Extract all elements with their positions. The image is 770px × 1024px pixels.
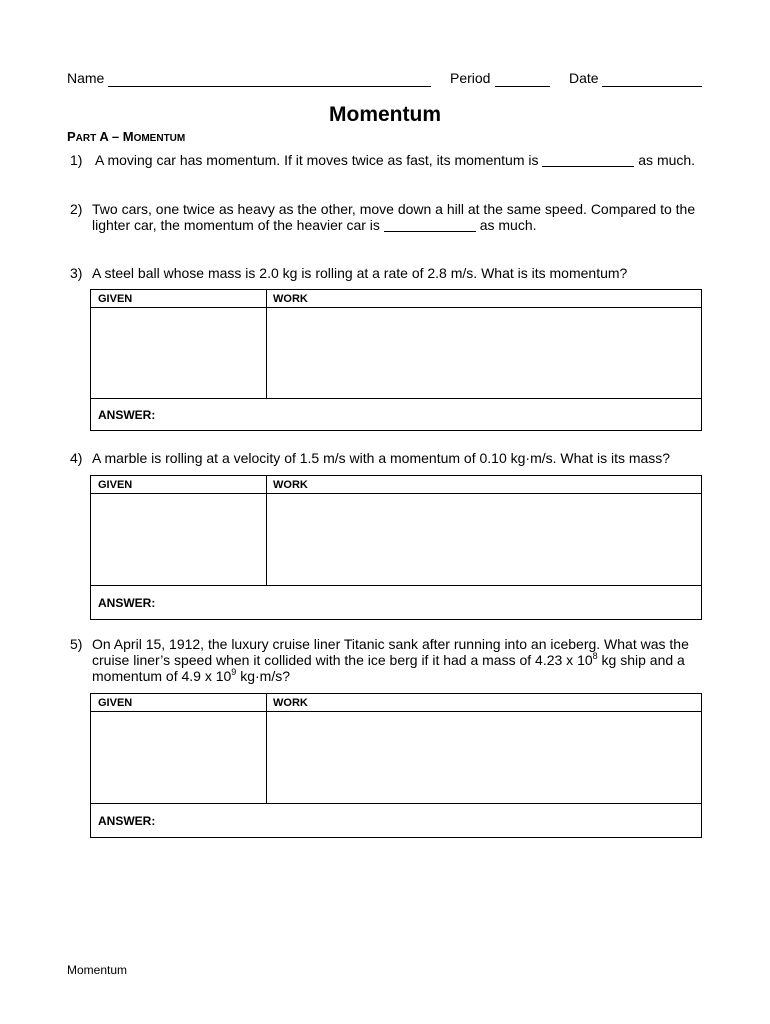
question-text-line2: lighter car, the momentum of the heavier car is bbox=[92, 217, 380, 233]
work-label: WORK bbox=[273, 293, 308, 305]
answer-label: ANSWER: bbox=[98, 596, 156, 610]
work-label: WORK bbox=[273, 697, 308, 709]
answer-blank[interactable] bbox=[542, 153, 634, 167]
section-heading bbox=[67, 129, 185, 144]
section-part-rest: ART bbox=[75, 133, 97, 144]
answer-blank[interactable] bbox=[384, 218, 476, 232]
question-number: 1) bbox=[70, 152, 83, 168]
section-part-letter: A – bbox=[96, 129, 123, 144]
work-box-5 bbox=[90, 693, 702, 838]
work-area[interactable] bbox=[267, 712, 701, 803]
period-field[interactable] bbox=[495, 72, 550, 87]
question-4 bbox=[70, 450, 710, 468]
work-area[interactable] bbox=[267, 494, 701, 585]
exponent: 9 bbox=[231, 667, 237, 677]
question-text: A marble is rolling at a velocity of 1.5 m/s with a momentum of 0.10 kg·m/s. What is its mass? bbox=[92, 450, 671, 466]
page-footer: Momentum bbox=[67, 963, 128, 977]
given-area[interactable] bbox=[91, 308, 266, 398]
question-1 bbox=[70, 152, 710, 170]
answer-label: ANSWER: bbox=[98, 408, 156, 422]
question-text: On April 15, 1912, the luxury cruise liner Titanic sank after running into an iceberg. What was the bbox=[92, 636, 689, 652]
work-area[interactable] bbox=[267, 308, 701, 398]
answer-label: ANSWER: bbox=[98, 814, 156, 828]
question-text-line2-end: kg ship and a bbox=[597, 652, 685, 668]
question-number: 5) bbox=[70, 636, 83, 652]
question-number: 2) bbox=[70, 201, 83, 217]
question-number: 4) bbox=[70, 450, 83, 466]
given-label: GIVEN bbox=[98, 293, 133, 305]
question-5 bbox=[70, 636, 710, 688]
question-2 bbox=[70, 201, 710, 237]
work-box-4 bbox=[90, 475, 702, 620]
section-topic-first: M bbox=[122, 129, 134, 144]
work-box-3 bbox=[90, 289, 702, 431]
question-text-line3-end: kg·m/s? bbox=[236, 668, 290, 684]
period-label: Period bbox=[450, 70, 491, 86]
question-text: Two cars, one twice as heavy as the other, move down a hill at the same speed. Compared to the bbox=[92, 201, 696, 217]
given-area[interactable] bbox=[91, 494, 266, 585]
given-area[interactable] bbox=[91, 712, 266, 803]
question-text: A steel ball whose mass is 2.0 kg is rolling at a rate of 2.8 m/s. What is its momentum? bbox=[92, 265, 628, 281]
question-3 bbox=[70, 265, 710, 283]
question-text-line3: momentum of 4.9 x 10 bbox=[92, 668, 232, 684]
name-label: Name bbox=[67, 70, 105, 86]
date-field[interactable] bbox=[602, 72, 702, 87]
question-text: A moving car has momentum. If it moves twice as fast, its momentum is bbox=[95, 152, 539, 168]
given-label: GIVEN bbox=[98, 697, 133, 709]
exponent: 8 bbox=[592, 651, 598, 661]
question-text-end: as much. bbox=[479, 217, 537, 233]
work-label: WORK bbox=[273, 479, 308, 491]
section-part-first: P bbox=[67, 129, 76, 144]
given-label: GIVEN bbox=[98, 479, 133, 491]
question-text-line2: cruise liner’s speed when it collided with the ice berg if it had a mass of 4.23 x 10 bbox=[92, 652, 593, 668]
date-label: Date bbox=[569, 70, 599, 86]
page-title: Momentum bbox=[329, 103, 441, 126]
section-topic-rest: OMENTUM bbox=[133, 133, 186, 144]
name-field[interactable] bbox=[108, 72, 431, 87]
question-text-end: as much. bbox=[638, 152, 696, 168]
question-number: 3) bbox=[70, 265, 83, 281]
